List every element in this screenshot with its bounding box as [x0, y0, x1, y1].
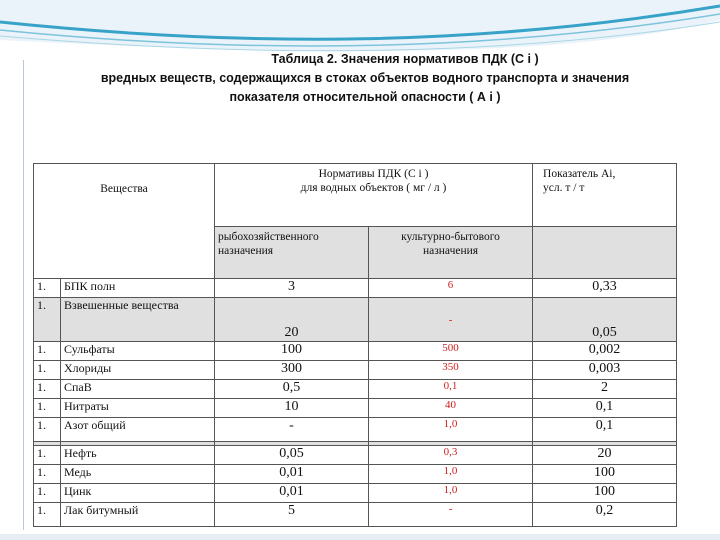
row-substance: Лак битумный — [61, 503, 215, 527]
row-cultural-value: 0,3 — [369, 446, 533, 465]
row-cultural-value: 40 — [369, 399, 533, 418]
header-cultural-line1: культурно-бытового — [401, 231, 500, 244]
table-row — [34, 418, 677, 442]
row-substance: Медь — [61, 465, 215, 484]
table-row — [34, 503, 677, 527]
row-number: 1. — [34, 446, 61, 465]
header-index-line2: усл. т / т — [543, 182, 585, 194]
table-row — [34, 484, 677, 503]
row-number: 1. — [34, 418, 61, 442]
row-ai-value: 0,003 — [533, 361, 677, 380]
row-ai-value: 100 — [533, 484, 677, 503]
header-fishery — [215, 227, 369, 279]
row-fishery-value: 0,01 — [215, 484, 369, 503]
row-ai-value: 0,05 — [533, 298, 677, 342]
row-substance: Нитраты — [61, 399, 215, 418]
row-fishery-value: 3 — [215, 279, 369, 298]
row-substance: Цинк — [61, 484, 215, 503]
header-norms-line1: Нормативы ПДК (С i ) — [318, 168, 429, 180]
title-line-3: показателя относительной опасности ( А i ) — [229, 90, 501, 104]
row-cultural-value: 6 — [369, 279, 533, 298]
row-fishery-value: 100 — [215, 342, 369, 361]
row-number: 1. — [34, 484, 61, 503]
header-cultural — [369, 227, 533, 279]
header-norms — [215, 164, 533, 227]
table-row — [34, 279, 677, 298]
table-row — [34, 446, 677, 465]
row-cultural-value: - — [369, 298, 533, 342]
row-cultural-value: - — [369, 503, 533, 527]
header-fishery-line1: рыбохозяйственного — [218, 231, 319, 244]
table-row — [34, 342, 677, 361]
row-substance: Сульфаты — [61, 342, 215, 361]
row-substance: БПК полн — [61, 279, 215, 298]
header-row — [34, 164, 677, 227]
row-ai-value: 0,33 — [533, 279, 677, 298]
row-fishery-value: - — [215, 418, 369, 442]
page-title — [40, 50, 690, 107]
header-cultural-line2: назначения — [422, 245, 479, 258]
title-line-2: вредных веществ, содержащихся в стоках объектов водного транспорта и значения — [100, 71, 630, 85]
row-cultural-value: 0,1 — [369, 380, 533, 399]
pdk-table — [33, 163, 677, 527]
header-index-empty — [533, 227, 677, 279]
row-number: 1. — [34, 361, 61, 380]
header-norms-line2: для водных объектов ( мг / л ) — [300, 182, 447, 194]
row-fishery-value: 0,01 — [215, 465, 369, 484]
table-row — [34, 465, 677, 484]
title-line-1: Таблица 2. Значения нормативов ПДК (С i ) — [271, 52, 539, 66]
row-ai-value: 2 — [533, 380, 677, 399]
row-fishery-value: 5 — [215, 503, 369, 527]
row-fishery-value: 10 — [215, 399, 369, 418]
row-substance: Азот общий — [61, 418, 215, 442]
left-rule — [23, 60, 24, 530]
row-number: 1. — [34, 342, 61, 361]
row-ai-value: 0,1 — [533, 399, 677, 418]
row-substance: Нефть — [61, 446, 215, 465]
row-substance: Взвешенные вещества — [61, 298, 215, 342]
row-cultural-value: 1,0 — [369, 484, 533, 503]
row-number: 1. — [34, 399, 61, 418]
row-ai-value: 0,2 — [533, 503, 677, 527]
header-fishery-line2: назначения — [218, 245, 274, 258]
row-ai-value: 100 — [533, 465, 677, 484]
row-number: 1. — [34, 465, 61, 484]
row-ai-value: 20 — [533, 446, 677, 465]
row-cultural-value: 1,0 — [369, 418, 533, 442]
row-fishery-value: 0,05 — [215, 446, 369, 465]
row-substance: Хлориды — [61, 361, 215, 380]
row-cultural-value: 350 — [369, 361, 533, 380]
table-row — [34, 361, 677, 380]
row-fishery-value: 300 — [215, 361, 369, 380]
row-fishery-value: 20 — [215, 298, 369, 342]
row-cultural-value: 1,0 — [369, 465, 533, 484]
row-ai-value: 0,002 — [533, 342, 677, 361]
header-index — [533, 164, 677, 227]
row-number: 1. — [34, 298, 61, 342]
row-number: 1. — [34, 503, 61, 527]
row-number: 1. — [34, 279, 61, 298]
row-cultural-value: 500 — [369, 342, 533, 361]
table-row — [34, 298, 677, 342]
row-number: 1. — [34, 380, 61, 399]
table-row — [34, 399, 677, 418]
header-substances: Вещества — [34, 164, 215, 279]
table-row — [34, 380, 677, 399]
frame-bottom — [0, 534, 720, 540]
row-substance: СпаВ — [61, 380, 215, 399]
header-index-line1: Показатель Аi, — [543, 168, 616, 180]
row-ai-value: 0,1 — [533, 418, 677, 442]
row-fishery-value: 0,5 — [215, 380, 369, 399]
